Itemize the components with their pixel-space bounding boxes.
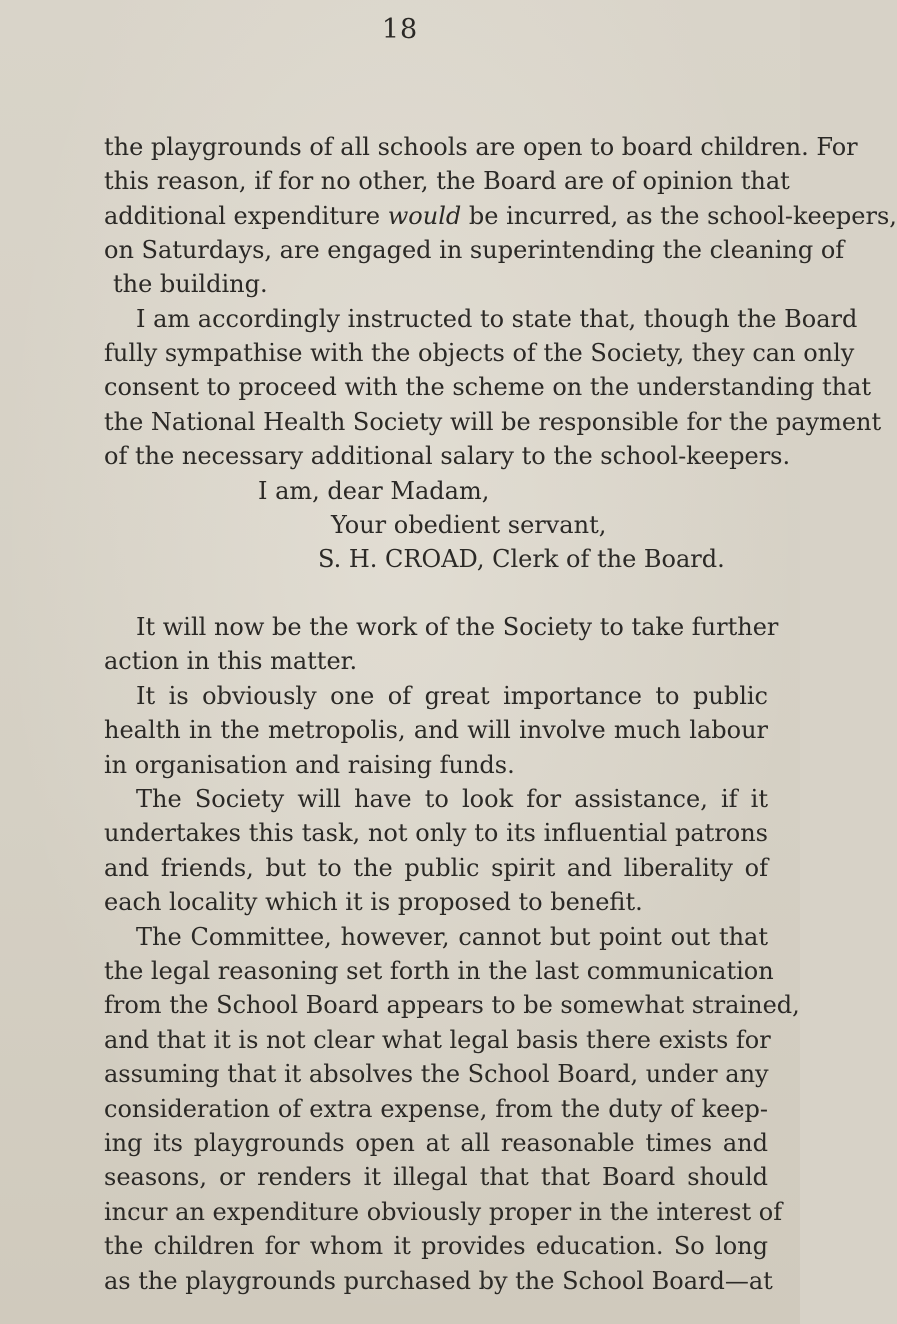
text-line: the children for whom it provides education. So long — [104, 1232, 768, 1260]
text-line: seasons, or renders it illegal that that Board should — [104, 1163, 768, 1191]
signature-line: S. H. CROAD, Clerk of the Board. — [318, 545, 725, 573]
text-line: and that it is not clear what legal basis there exists for — [104, 1026, 771, 1054]
text-line: incur an expenditure obviously proper in the interest of — [104, 1198, 783, 1226]
text-line: The Committee, however, cannot but point out that — [136, 923, 768, 951]
text-line: and friends, but to the public spirit and liberality of — [104, 854, 768, 882]
text-line: each locality which it is proposed to benefit. — [104, 888, 643, 916]
text-line: on Saturdays, are engaged in superintending the cleaning of — [104, 236, 845, 264]
text-line: the National Health Society will be responsible for the payment — [104, 408, 882, 436]
text-line: the playgrounds of all schools are open to board children. For — [104, 133, 858, 161]
text-line: It will now be the work of the Society to take further — [136, 613, 779, 641]
text-line: of the necessary additional salary to the school-keepers. — [104, 442, 791, 470]
text-line: from the School Board appears to be somewhat strained, — [104, 991, 800, 1019]
text-line: additional expenditure would be incurred, as the school-keepers, — [104, 202, 897, 230]
text-line: I am accordingly instructed to state that, though the Board — [136, 305, 858, 333]
text-line: this reason, if for no other, the Board are of opinion that — [104, 167, 790, 195]
text-line: assuming that it absolves the School Board, under any — [104, 1060, 769, 1088]
text-line: ing its playgrounds open at all reasonable times and — [104, 1129, 768, 1157]
text-line: action in this matter. — [104, 647, 358, 675]
text-line: as the playgrounds purchased by the School Board—at — [104, 1267, 773, 1295]
text-line: fully sympathise with the objects of the Society, they can only — [104, 339, 855, 367]
text-line: undertakes this task, not only to its influential patrons — [104, 819, 768, 847]
text-line: The Society will have to look for assistance, if it — [136, 785, 768, 813]
closing-salutation: I am, dear Madam, — [258, 477, 490, 505]
page-number: 18 — [381, 14, 419, 45]
text-line: the legal reasoning set forth in the last communication — [104, 957, 774, 985]
text-line: consent to proceed with the scheme on the understanding that — [104, 373, 872, 401]
text-line: health in the metropolis, and will involve much labour — [104, 716, 768, 744]
text-line: It is obviously one of great importance to public — [136, 682, 768, 710]
text-line: the building. — [113, 270, 268, 298]
text-line: consideration of extra expense, from the duty of keep- — [104, 1095, 768, 1123]
closing-signoff: Your obedient servant, — [331, 511, 607, 539]
text-line: in organisation and raising funds. — [104, 751, 515, 779]
